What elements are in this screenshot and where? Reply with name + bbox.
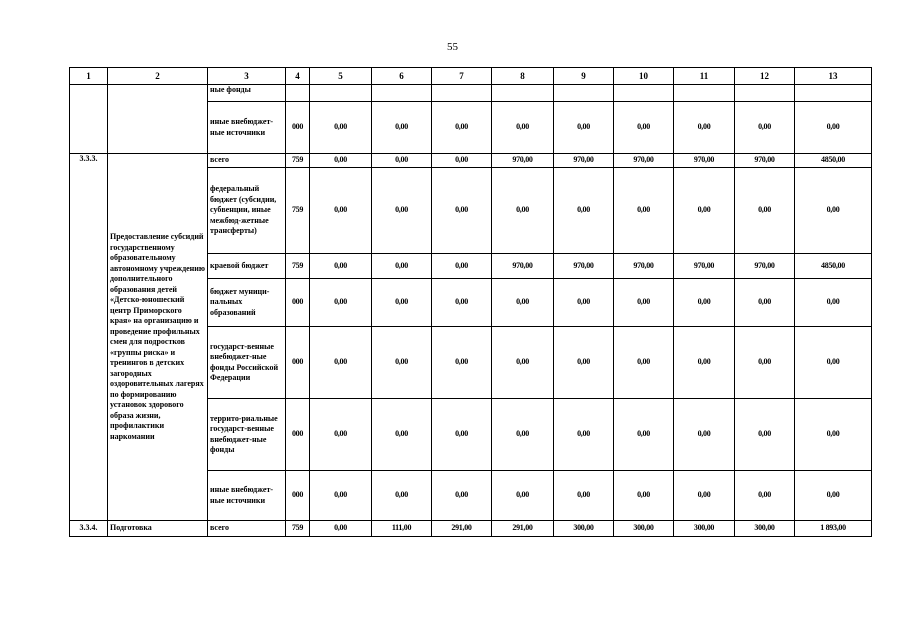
- value-cell: 0,00: [735, 102, 795, 154]
- value-cell: 0,00: [492, 102, 554, 154]
- value-cell: 0,00: [310, 471, 372, 521]
- value-cell: 0,00: [432, 471, 492, 521]
- row-id: 3.3.4.: [70, 521, 108, 537]
- source-cell: государст-венные внебюджет-ные фонды Российской Федерации: [208, 327, 286, 399]
- table-row: [70, 154, 872, 168]
- value-cell: 0,00: [432, 399, 492, 471]
- value-cell: 0,00: [674, 168, 735, 254]
- value-cell: 0,00: [310, 102, 372, 154]
- value-cell: 759: [286, 254, 310, 279]
- value-cell: 0,00: [554, 168, 614, 254]
- value-cell: 0,00: [735, 168, 795, 254]
- value-cell: 0,00: [674, 471, 735, 521]
- value-cell: 0,00: [372, 399, 432, 471]
- value-cell: 0,00: [492, 471, 554, 521]
- value-cell: 0,00: [310, 279, 372, 327]
- value-cell: 0,00: [432, 154, 492, 168]
- header-cell: 2: [108, 68, 208, 85]
- value-cell: 0,00: [795, 102, 872, 154]
- value-cell: 000: [286, 471, 310, 521]
- value-cell: 0,00: [614, 327, 674, 399]
- header-cell: 1: [70, 68, 108, 85]
- value-cell: 300,00: [554, 521, 614, 537]
- page-number: 55: [447, 41, 458, 53]
- value-cell: 0,00: [614, 471, 674, 521]
- table-row: [70, 85, 872, 102]
- value-cell: 0,00: [735, 399, 795, 471]
- value-cell: 0,00: [310, 254, 372, 279]
- row-id: 3.3.3.: [70, 154, 108, 521]
- row-description: Подготовка: [108, 521, 208, 537]
- value-cell: 000: [286, 399, 310, 471]
- value-cell: 970,00: [492, 154, 554, 168]
- header-cell: 12: [735, 68, 795, 85]
- header-row: [70, 68, 872, 85]
- header-cell: 7: [432, 68, 492, 85]
- source-cell: бюджет муници-пальных образований: [208, 279, 286, 327]
- value-cell: 0,00: [372, 168, 432, 254]
- value-cell: 0,00: [554, 279, 614, 327]
- header-cell: 10: [614, 68, 674, 85]
- value-cell: 970,00: [614, 254, 674, 279]
- value-cell: 0,00: [674, 399, 735, 471]
- value-cell: 0,00: [432, 102, 492, 154]
- value-cell: 300,00: [735, 521, 795, 537]
- value-cell: 0,00: [372, 154, 432, 168]
- source-cell: краевой бюджет: [208, 254, 286, 279]
- value-cell: 111,00: [372, 521, 432, 537]
- value-cell: 0,00: [492, 327, 554, 399]
- header-cell: 13: [795, 68, 872, 85]
- value-cell: 0,00: [432, 254, 492, 279]
- value-cell: 0,00: [674, 102, 735, 154]
- value-cell: 0,00: [795, 471, 872, 521]
- source-cell: всего: [208, 154, 286, 168]
- value-cell: 0,00: [735, 327, 795, 399]
- value-cell: 0,00: [310, 327, 372, 399]
- value-cell: 0,00: [674, 327, 735, 399]
- value-cell: 970,00: [735, 154, 795, 168]
- source-cell: федеральный бюджет (субсидии, субвенции, иные межбюд-жетные трансферты): [208, 168, 286, 254]
- header-cell: 6: [372, 68, 432, 85]
- source-cell: иные внебюджет-ные источники: [208, 471, 286, 521]
- value-cell: 970,00: [674, 254, 735, 279]
- value-cell: 0,00: [310, 521, 372, 537]
- value-cell: 0,00: [372, 327, 432, 399]
- value-cell: 0,00: [310, 399, 372, 471]
- value-cell: 1 893,00: [795, 521, 872, 537]
- source-cell: иные внебюджет-ные источники: [208, 102, 286, 154]
- description-cell: [108, 85, 208, 154]
- value-cell: 0,00: [310, 154, 372, 168]
- value-cell: 0,00: [372, 254, 432, 279]
- value-cell: 0,00: [614, 399, 674, 471]
- value-cell: 0,00: [554, 102, 614, 154]
- value-cell: 970,00: [735, 254, 795, 279]
- value-cell: 0,00: [735, 471, 795, 521]
- value-cell: 0,00: [795, 399, 872, 471]
- value-cell: 4850,00: [795, 254, 872, 279]
- header-cell: 5: [310, 68, 372, 85]
- value-cell: 759: [286, 168, 310, 254]
- value-cell: 0,00: [795, 327, 872, 399]
- header-cell: 11: [674, 68, 735, 85]
- value-cell: 291,00: [432, 521, 492, 537]
- value-cell: 0,00: [492, 168, 554, 254]
- value-cell: 759: [286, 154, 310, 168]
- value-cell: 291,00: [492, 521, 554, 537]
- source-cell: ные фонды: [208, 85, 286, 102]
- value-cell: 0,00: [554, 471, 614, 521]
- value-cell: 000: [286, 279, 310, 327]
- value-cell: 0,00: [735, 279, 795, 327]
- value-cell: 970,00: [554, 154, 614, 168]
- value-cell: 0,00: [554, 399, 614, 471]
- value-cell: 0,00: [614, 168, 674, 254]
- value-cell: 970,00: [554, 254, 614, 279]
- source-cell: всего: [208, 521, 286, 537]
- value-cell: 0,00: [310, 168, 372, 254]
- value-cell: 300,00: [614, 521, 674, 537]
- value-cell: 0,00: [372, 471, 432, 521]
- source-cell: террито-риальные государст-венные внебюджет-ные фонды: [208, 399, 286, 471]
- value-cell: 0,00: [795, 168, 872, 254]
- value-cell: 0,00: [614, 279, 674, 327]
- table-row: [70, 521, 872, 537]
- value-cell: 0,00: [372, 102, 432, 154]
- header-cell: 9: [554, 68, 614, 85]
- value-cell: 0,00: [492, 279, 554, 327]
- value-cell: 4850,00: [795, 154, 872, 168]
- value-cell: 000: [286, 102, 310, 154]
- value-cell: 0,00: [492, 399, 554, 471]
- header-cell: 8: [492, 68, 554, 85]
- header-cell: 4: [286, 68, 310, 85]
- budget-table: [69, 67, 872, 537]
- header-cell: 3: [208, 68, 286, 85]
- value-cell: 0,00: [614, 102, 674, 154]
- value-cell: 0,00: [432, 327, 492, 399]
- value-cell: 970,00: [614, 154, 674, 168]
- value-cell: 970,00: [492, 254, 554, 279]
- value-cell: 0,00: [372, 279, 432, 327]
- value-cell: 0,00: [795, 279, 872, 327]
- row-description: Предоставление субсидий государственному образовательному автономному учреждению дополнительного образования детей «Детско-юношеский центр Приморского края» на организацию и проведение профильных смен для подростков «группы риска» и тренингов в детских загородных оздоровительных лагерях по формированию установок здорового образа жизни, профилактики наркомании: [108, 154, 208, 521]
- value-cell: 000: [286, 327, 310, 399]
- value-cell: 0,00: [432, 168, 492, 254]
- value-cell: 970,00: [674, 154, 735, 168]
- value-cell: 759: [286, 521, 310, 537]
- value-cell: 0,00: [432, 279, 492, 327]
- value-cell: 0,00: [674, 279, 735, 327]
- value-cell: 0,00: [554, 327, 614, 399]
- id-cell: [70, 85, 108, 154]
- value-cell: 300,00: [674, 521, 735, 537]
